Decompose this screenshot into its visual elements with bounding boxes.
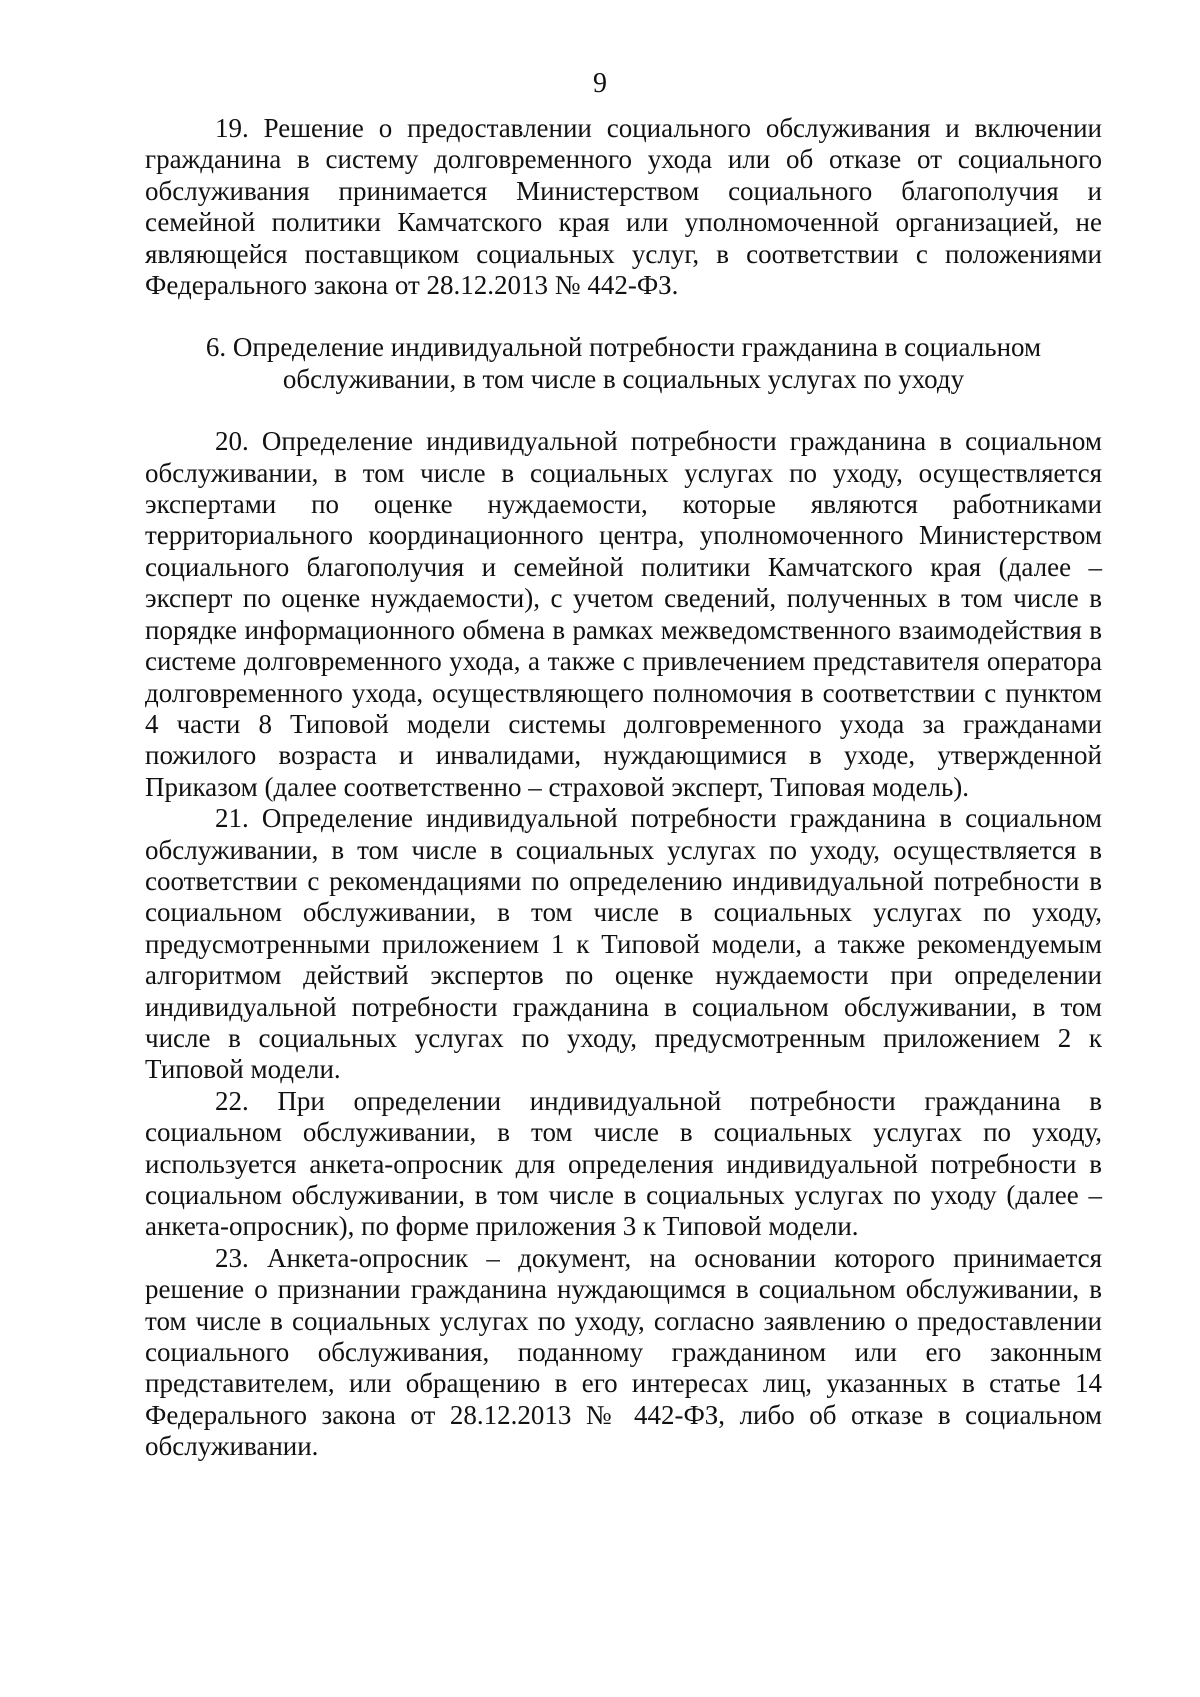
clause-21: 21. Определение индивидуальной потребности гражданина в социальном обслуживании, в том числе в социальных услугах по уходу, осуществляется в соответствии с рекомендациями по определению индивидуальной потребности в социальном обслуживании, в том числе в социальных услугах по уходу, предусмотренными приложением 1 к Типовой модели, а также рекомендуемым алгоритмом действий экспертов по оценке нуждаемости при определении индивидуальной потребности гражданина в социальном обслуживании, в том числе в социальных услугах по уходу, предусмотренным приложением 2 к Типовой модели.: [145, 803, 1102, 1085]
clause-22: 22. При определении индивидуальной потребности гражданина в социальном обслуживании, в том числе в социальных услугах по уходу, используется анкета-опросник для определения индивидуальной потребности в социальном обслуживании, в том числе в социальных услугах по уходу (далее – анкета-опросник), по форме приложения 3 к Типовой модели.: [145, 1085, 1102, 1242]
clause-23: 23. Анкета-опросник – документ, на основании которого принимается решение о признании гражданина нуждающимся в социальном обслуживании, в том числе в социальных услугах по уходу, согласно заявлению о предоставлении социального обслуживания, поданному гражданином или его законным представителем, или обращению в его интересах лиц, указанных в статье 14 Федерального закона от 28.12.2013 № 442-ФЗ, либо об отказе в социальном обслуживании.: [145, 1242, 1102, 1462]
section-heading: [145, 332, 1102, 395]
page-number: 9: [593, 68, 607, 99]
clause-20: 20. Определение индивидуальной потребности гражданина в социальном обслуживании, в том числе в социальных услугах по уходу, осуществляется экспертами по оценке нуждаемости, которые являются работниками территориального координационного центра, уполномоченного Министерством социального благополучия и семейной политики Камчатского края (далее – эксперт по оценке нуждаемости), с учетом сведений, полученных в том числе в порядке информационного обмена в рамках межведомственного взаимодействия в системе долговременного ухода, а также с привлечением представителя оператора долговременного ухода, осуществляющего полномочия в соответствии с пунктом 4 части 8 Типовой модели системы долговременного ухода за гражданами пожилого возраста и инвалидами, нуждающимися в уходе, утвержденной Приказом (далее соответственно – страховой эксперт, Типовая модель).: [145, 426, 1102, 802]
document-body: [145, 113, 1102, 1463]
section-heading-line-2: обслуживании, в том числе в социальных услугах по уходу: [282, 363, 965, 394]
section-heading-line-1: 6. Определение индивидуальной потребности гражданина в социальном: [205, 332, 1042, 363]
clause-19: 19. Решение о предоставлении социального обслуживания и включении гражданина в систему долговременного ухода или об отказе от социального обслуживания принимается Министерством социального благополучия и семейной политики Камчатского края или уполномоченной организацией, не являющейся поставщиком социальных услуг, в соответствии с положениями Федерального закона от 28.12.2013 № 442-ФЗ.: [145, 113, 1102, 301]
